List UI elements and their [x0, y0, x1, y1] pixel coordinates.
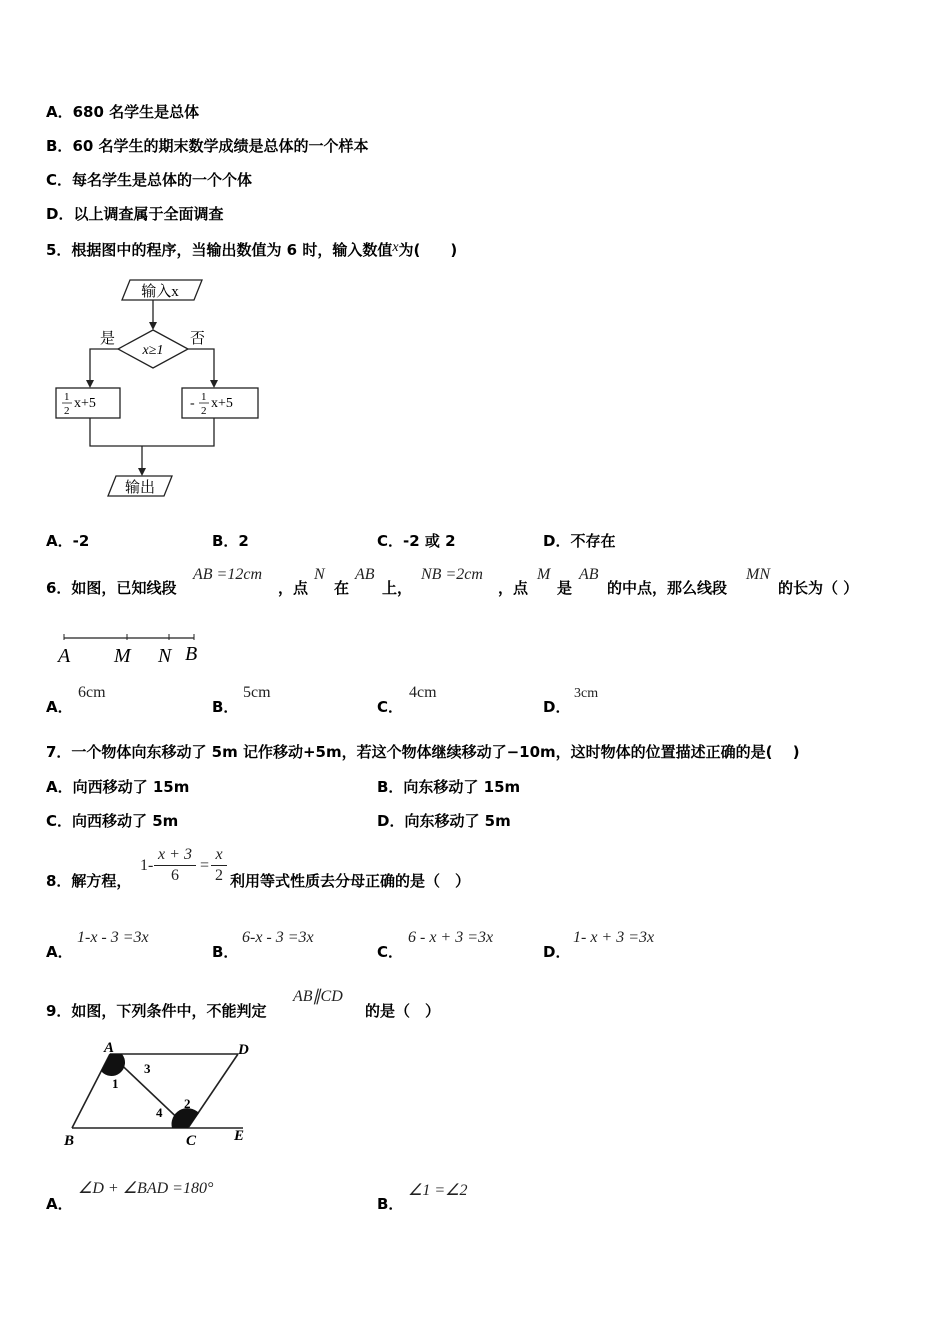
q6-option-c-label: C．	[377, 698, 404, 716]
q6-option-b-label: B．	[212, 698, 239, 716]
q9-stem-before: 9．如图，下列条件中，不能判定	[46, 1002, 267, 1020]
q9-option-b-label: B．	[377, 1195, 404, 1213]
option-label: D．	[46, 205, 74, 223]
q6-stem-1: 6．如图，已知线段	[46, 579, 177, 597]
q6-stem-8: 的长为（ ）	[778, 579, 859, 597]
q5-option-d: D．不存在	[543, 532, 616, 550]
flow-right-num: 1	[201, 391, 207, 403]
flow-left-den: 2	[64, 405, 70, 417]
point-a-label: A	[58, 645, 71, 667]
option-label: A．	[46, 103, 73, 121]
q6-stem-6: 是	[557, 579, 573, 597]
parallelogram-figure	[58, 1036, 268, 1152]
q6-option-d-value: 3cm	[574, 686, 599, 701]
flow-arrowhead	[149, 322, 157, 330]
q8-option-d-label: D．	[543, 943, 571, 961]
angle-3-label: 3	[144, 1061, 151, 1076]
q8-fraction-2	[211, 845, 227, 886]
q6-stem-2: ，点	[278, 579, 309, 597]
flow-yes-branch	[90, 349, 118, 386]
q6-math-mn: MN	[746, 566, 770, 583]
q4-option-b	[46, 136, 369, 156]
q5-option-a: A．-2	[46, 532, 90, 550]
flow-input-label: 输入x	[141, 284, 179, 300]
q9-condition: AB∥CD	[293, 988, 343, 1005]
option-text: 每名学生是总体的一个个体	[72, 171, 253, 189]
flowchart	[50, 276, 280, 506]
q9-option-b-value: ∠1 =∠2	[408, 1182, 468, 1199]
q6-stem-7: 的中点，那么线段	[607, 579, 728, 597]
q7-option-b: B．向东移动了 15m	[377, 778, 521, 796]
variable-x: x	[392, 240, 399, 255]
angle-1-label: 1	[112, 1076, 119, 1091]
angle-2-label: 2	[184, 1096, 191, 1111]
vertex-a-label: A	[104, 1040, 115, 1056]
q8-stem-before: 8．解方程，	[46, 872, 132, 890]
point-n-label: N	[158, 645, 172, 667]
q6-math-m: M	[537, 566, 551, 583]
q4-option-a	[46, 102, 199, 122]
flow-yes-label: 是	[100, 331, 116, 347]
vertex-c-label: C	[186, 1133, 197, 1149]
flow-right-sign: -	[190, 396, 195, 411]
q6-option-a-value: 6cm	[78, 684, 106, 701]
point-b-label: B	[185, 643, 198, 665]
option-text: 60 名学生的期末数学成绩是总体的一个样本	[72, 137, 369, 155]
q4-option-c	[46, 170, 252, 190]
flow-right-expr: x+5	[211, 396, 233, 411]
segment-figure	[52, 630, 212, 670]
flow-merge	[90, 418, 214, 446]
q6-option-a-label: A．	[46, 698, 73, 716]
q6-math-nb2: NB =2cm	[421, 566, 483, 583]
flow-right-den: 2	[201, 405, 207, 417]
flow-condition: x≥1	[142, 343, 164, 358]
q8-option-c-label: C．	[377, 943, 404, 961]
flow-left-expr: x+5	[74, 396, 96, 411]
q8-eq-equals: =	[200, 857, 210, 874]
q6-math-ab: AB	[355, 566, 375, 583]
flow-left-num: 1	[64, 391, 70, 403]
option-label: C．	[46, 171, 73, 189]
q8-stem-after: 利用等式性质去分母正确的是（ ）	[230, 872, 471, 890]
q7-option-d: D．向东移动了 5m	[377, 812, 511, 830]
flow-arrowhead	[138, 468, 146, 476]
q4-option-d	[46, 204, 223, 224]
q6-option-c-value: 4cm	[409, 684, 437, 701]
angle-mark-a	[101, 1054, 125, 1076]
q9-option-a-value: ∠D + ∠BAD =180°	[78, 1180, 214, 1197]
flow-no-label: 否	[190, 331, 206, 347]
flow-no-branch	[188, 349, 214, 386]
q8-option-d-value: 1- x + 3 =3x	[573, 929, 655, 946]
q8-option-a-label: A．	[46, 943, 73, 961]
angle-4-label: 4	[156, 1105, 163, 1120]
fraction-numerator: x + 3	[154, 845, 196, 866]
q6-math-ab12: AB =12cm	[193, 566, 262, 583]
flow-arrowhead	[86, 380, 94, 388]
q6-option-d-label: D．	[543, 698, 571, 716]
point-m-label: M	[114, 645, 131, 667]
q9-stem-after: 的是（ ）	[365, 1002, 441, 1020]
q8-fraction-1	[154, 845, 196, 886]
q5-option-c: C．-2 或 2	[377, 532, 456, 550]
stem-text: 为( )	[398, 241, 458, 259]
q5-option-b: B．2	[212, 532, 249, 550]
flow-arrowhead	[210, 380, 218, 388]
vertex-d-label: D	[238, 1042, 249, 1058]
q6-stem-4: 上，	[382, 579, 413, 597]
angle-mark-c	[172, 1108, 199, 1128]
q6-stem-5: ，点	[498, 579, 529, 597]
q8-option-c-value: 6 - x + 3 =3x	[408, 929, 494, 946]
q5-stem	[46, 238, 457, 260]
q8-option-b-value: 6-x - 3 =3x	[242, 929, 314, 946]
q8-eq-lead: 1-	[140, 857, 154, 874]
vertex-e-label: E	[234, 1128, 245, 1144]
q6-math-n: N	[314, 566, 325, 583]
stem-text: 5．根据图中的程序，当输出数值为 6 时，输入数值	[46, 241, 393, 259]
fraction-numerator: x	[211, 845, 227, 866]
q8-option-a-value: 1-x - 3 =3x	[77, 929, 149, 946]
q6-stem-3: 在	[334, 579, 350, 597]
option-text: 680 名学生是总体	[72, 103, 200, 121]
option-text: 以上调查属于全面调查	[73, 205, 224, 223]
q7-option-a: A．向西移动了 15m	[46, 778, 190, 796]
fraction-denominator: 2	[215, 867, 223, 884]
q9-option-a-label: A．	[46, 1195, 73, 1213]
flow-output-label: 输出	[124, 480, 156, 496]
option-label: B．	[46, 137, 73, 155]
q6-math-ab-2: AB	[579, 566, 599, 583]
q7-stem: 7．一个物体向东移动了 5m 记作移动+5m，若这个物体继续移动了−10m，这时物体的位置描述正确的是( )	[46, 743, 800, 761]
q8-option-b-label: B．	[212, 943, 239, 961]
fraction-denominator: 6	[171, 867, 179, 884]
q7-option-c: C．向西移动了 5m	[46, 812, 179, 830]
vertex-b-label: B	[64, 1133, 75, 1149]
q6-option-b-value: 5cm	[243, 684, 271, 701]
